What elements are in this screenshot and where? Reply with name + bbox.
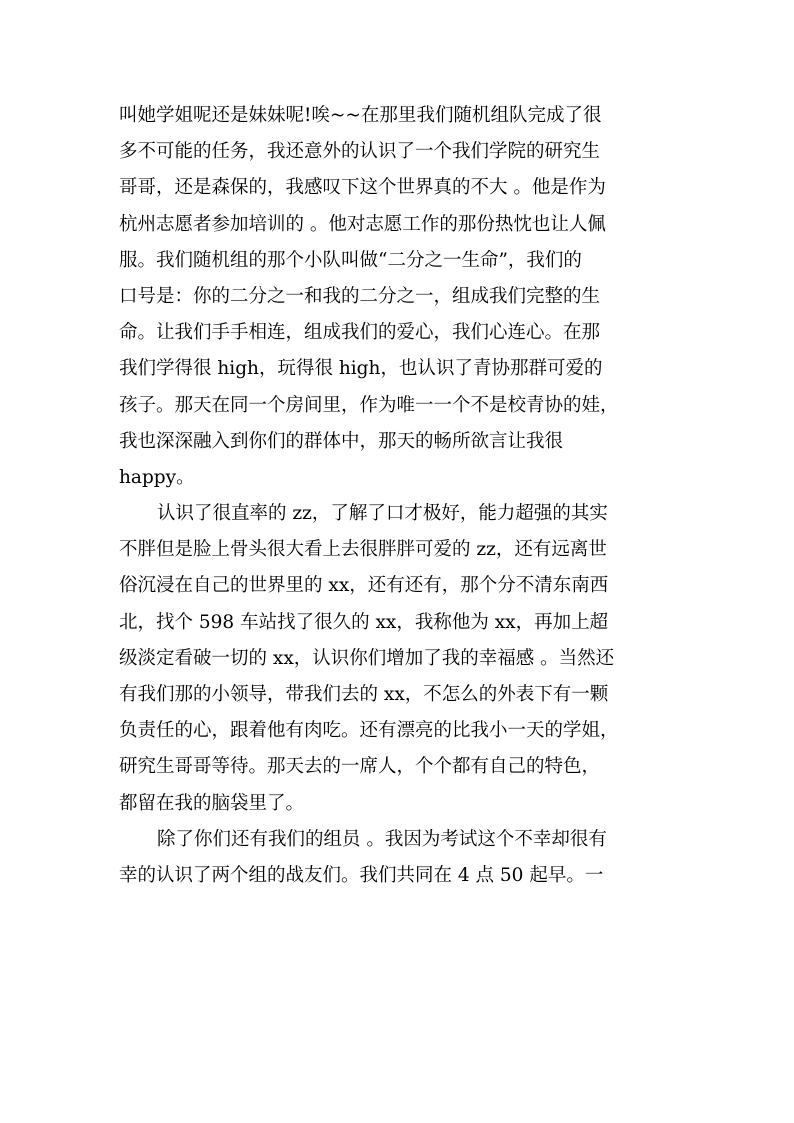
text-line: 多不可能的任务，我还意外的认识了一个我们学院的研究生 [119, 141, 601, 163]
text-line: 负责任的心，跟着他有肉吃。还有漂亮的比我小一天的学姐， [119, 720, 619, 742]
text-line: 北，找个 598 车站找了很久的 xx，我称他为 xx，再加上超 [119, 611, 609, 633]
paragraph-first-line: 除了你们还有我们的组员 。我因为考试这个不幸却很有 [157, 828, 607, 850]
text-line: 俗沉浸在自己的世界里的 xx，还有还有，那个分不清东南西 [119, 575, 609, 597]
text-line: 我们学得很 high，玩得很 high，也认识了青协那群可爱的 [119, 358, 603, 380]
text-line: 口号是：你的二分之一和我的二分之一，组成我们完整的生 [119, 285, 601, 307]
text-line: 不胖但是脸上骨头很大看上去很胖胖可爱的 zz，还有远离世 [119, 539, 607, 561]
text-line: 杭州志愿者参加培训的 。他对志愿工作的那份热忱也让人佩 [119, 213, 606, 235]
text-line: 都留在我的脑袋里了。 [119, 792, 305, 814]
text-line: 我也深深融入到你们的群体中，那天的畅所欲言让我很 [119, 430, 564, 452]
body-text [119, 98, 679, 894]
text-line: 哥哥，还是森保的，我感叹下这个世界真的不大 。他是作为 [119, 177, 606, 199]
text-line: 叫她学姐呢还是妹妹呢!唉~~在那里我们随机组队完成了很 [119, 105, 602, 126]
text-line: 级淡定看破一切的 xx，认识你们增加了我的幸福感 。当然还 [119, 647, 615, 669]
text-line: 有我们那的小领导，带我们去的 xx，不怎么的外表下有一颗 [119, 684, 609, 705]
text-line: 服。我们随机组的那个小队叫做“二分之一生命”，我们的 [119, 249, 582, 271]
text-line: 幸的认识了两个组的战友们。我们共同在 4 点 50 起早。一 [119, 864, 604, 886]
text-line: 孩子。那天在同一个房间里，作为唯一一个不是校青协的娃， [119, 394, 619, 416]
text-line: 研究生哥哥等待。那天去的一席人，个个都有自己的特色， [119, 756, 601, 778]
text-line: 命。让我们手手相连，组成我们的爱心，我们心连心。在那 [119, 322, 601, 344]
text-line: happy。 [119, 466, 195, 488]
paragraph-first-line: 认识了很直率的 zz，了解了口才极好，能力超强的其实 [157, 503, 608, 525]
